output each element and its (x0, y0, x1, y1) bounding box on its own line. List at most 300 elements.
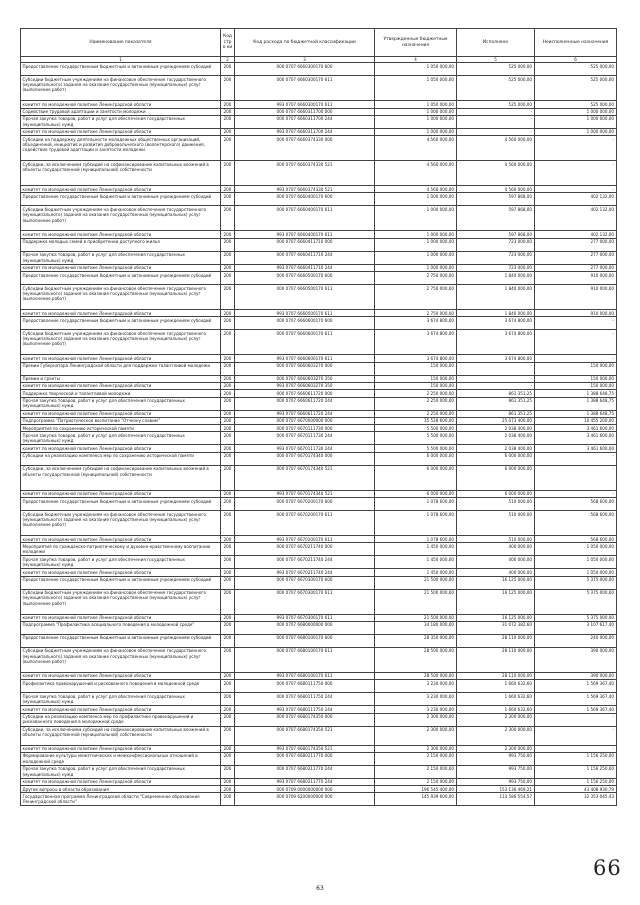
document-page (20, 28, 616, 806)
cell-unexecuted: - (535, 355, 617, 362)
cell-indicator-name: комитет по молодежной политике Ленинградской области (21, 569, 221, 576)
cell-executed: 28 110 000,00 (457, 672, 535, 679)
cell-indicator-name: Подпрограмма "Профилактика асоциального поведения в молодежной среде" (21, 621, 221, 634)
cell-indicator-name: комитет по молодежной политике Ленинградской области (21, 101, 221, 108)
cell-unexecuted: 32 353 045,43 (535, 793, 617, 806)
table-row (21, 264, 617, 271)
cell-unexecuted: 277 000,00 (535, 251, 617, 264)
cell-budget-code: 993 0707 6670200170 611 (235, 536, 375, 543)
cell-approved: 1 000 000,00 (375, 264, 457, 271)
table-row (21, 362, 617, 375)
cell-unexecuted: 1 569 367,40 (535, 706, 617, 713)
cell-unexecuted: - (535, 161, 617, 186)
cell-unexecuted: 277 000,00 (535, 238, 617, 251)
cell-executed: 2 300 000,00 (457, 713, 535, 726)
cell-indicator-name: Поддержка молодых семей в приобретении доступного жилья (21, 238, 221, 251)
cell-budget-code: 000 0707 6660374330 000 (235, 136, 375, 161)
cell-unexecuted: 910 000,00 (535, 272, 617, 285)
cell-row-code: 200 (221, 536, 235, 543)
cell-unexecuted: - (535, 452, 617, 465)
cell-budget-code: 000 0707 6670111730 244 (235, 432, 375, 445)
cell-budget-code: 993 0707 6660311700 244 (235, 128, 375, 135)
cell-unexecuted: 150 000,00 (535, 362, 617, 375)
cell-indicator-name: Субсидии на поддержку деятельности молодежных общественных организаций, объединений, инициатив и развития добровольческого (волонтерского) движения, содействие трудовой адаптации и занятости молодежи (21, 136, 221, 161)
cell-executed: 993 750,00 (457, 752, 535, 765)
cell-row-code: 200 (221, 425, 235, 432)
cell-row-code: 200 (221, 231, 235, 238)
cell-unexecuted: - (535, 745, 617, 752)
cell-row-code: 200 (221, 576, 235, 589)
table-row (21, 576, 617, 589)
table-row (21, 634, 617, 647)
cell-executed: 2 038 400,00 (457, 425, 535, 432)
cell-approved: 21 500 000,00 (375, 614, 457, 621)
table-row (21, 272, 617, 285)
cell-approved: 1 050 000,00 (375, 76, 457, 101)
cell-executed: 1 660 632,60 (457, 680, 535, 693)
cell-approved: 1 000 000,00 (375, 193, 457, 206)
cell-executed: 31 072 382,60 (457, 621, 535, 634)
table-header-row (21, 29, 617, 57)
cell-executed: 400 000,00 (457, 543, 535, 556)
cell-indicator-name: Подпрограмма "Патриотическое воспитание "Отчизну славим" (21, 417, 221, 424)
cell-indicator-name: комитет по молодежной политике Ленинградской области (21, 382, 221, 389)
cell-budget-code: 993 0707 6660500170 611 (235, 310, 375, 317)
cell-budget-code: 000 0707 6670300170 611 (235, 589, 375, 614)
table-row (21, 452, 617, 465)
handwritten-page-number: 66 (593, 856, 622, 880)
cell-unexecuted: 1 156 250,00 (535, 778, 617, 785)
cell-row-code: 200 (221, 238, 235, 251)
cell-executed: 16 125 000,00 (457, 576, 535, 589)
cell-indicator-name: комитет по молодежной политике Ленинградской области (21, 445, 221, 452)
cell-budget-code: 993 0707 6680174350 521 (235, 745, 375, 752)
cell-budget-code: 000 0707 6660603270 000 (235, 362, 375, 375)
cell-budget-code: 993 0707 6660411710 244 (235, 264, 375, 271)
cell-row-code: 200 (221, 765, 235, 778)
cell-approved: 1 000 000,00 (375, 128, 457, 135)
cell-executed: 2 038 400,00 (457, 445, 535, 452)
cell-executed: 525 000,00 (457, 63, 535, 76)
cell-unexecuted: 1 569 367,40 (535, 680, 617, 693)
cell-row-code: 200 (221, 452, 235, 465)
cell-approved: 2 250 000,00 (375, 390, 457, 397)
table-row (21, 432, 617, 445)
cell-executed: 28 110 000,00 (457, 634, 535, 647)
cell-unexecuted: 43 408 930,79 (535, 786, 617, 793)
cell-indicator-name: комитет по молодежной политике Ленинградской области (21, 410, 221, 417)
cell-executed: 6 000 000,00 (457, 452, 535, 465)
cell-executed: - (457, 375, 535, 382)
cell-executed: 723 000,00 (457, 251, 535, 264)
table-row (21, 206, 617, 231)
cell-indicator-name: комитет по молодежной политике Ленинградской области (21, 778, 221, 785)
cell-indicator-name: Предоставление государственным бюджетным и автономным учреждениям субсидий (21, 193, 221, 206)
cell-indicator-name: Субсидии, за исключением субсидий на софинансирование капитальных вложений в объекты государственной (муниципальной) собственности (21, 465, 221, 490)
table-row (21, 101, 617, 108)
cell-indicator-name: Профилактика правонарушений и рискованного поведения в молодежной среде (21, 680, 221, 693)
table-row (21, 410, 617, 417)
cell-indicator-name: Предоставление государственным бюджетным и автономным учреждениям субсидий (21, 63, 221, 76)
cell-executed: 4 560 000,00 (457, 161, 535, 186)
table-row (21, 425, 617, 432)
cell-approved: 1 050 000,00 (375, 101, 457, 108)
cell-budget-code: 000 0707 6660611720 244 (235, 397, 375, 410)
cell-row-code: 200 (221, 417, 235, 424)
cell-budget-code: 000 0707 6670211740 244 (235, 556, 375, 569)
cell-unexecuted: 1 000 000,00 (535, 108, 617, 115)
cell-approved: 2 300 000,00 (375, 726, 457, 745)
cell-approved: 2 300 000,00 (375, 745, 457, 752)
cell-budget-code: 000 0707 6660411710 244 (235, 251, 375, 264)
cell-indicator-name: Предоставление государственным бюджетным и автономным учреждениям субсидий (21, 317, 221, 330)
cell-unexecuted: 150 000,00 (535, 382, 617, 389)
cell-budget-code: 000 0707 6670211740 000 (235, 543, 375, 556)
cell-indicator-name: комитет по молодежной политике Ленинградской области (21, 706, 221, 713)
cell-unexecuted: - (535, 490, 617, 497)
cell-executed: 1 660 632,60 (457, 693, 535, 706)
cell-row-code: 200 (221, 397, 235, 410)
table-row (21, 63, 617, 76)
cell-row-code: 200 (221, 272, 235, 285)
cell-budget-code: 000 0707 6660311700 244 (235, 115, 375, 128)
cell-budget-code: 993 0707 6660300170 611 (235, 101, 375, 108)
cell-unexecuted: - (535, 136, 617, 161)
cell-indicator-name: Мероприятия по сохранению исторической памяти (21, 425, 221, 432)
cell-budget-code: 993 0707 6670211740 244 (235, 569, 375, 576)
table-row (21, 128, 617, 135)
cell-budget-code: 000 0707 6670111730 000 (235, 425, 375, 432)
cell-approved: 3 230 000,00 (375, 680, 457, 693)
table-row (21, 647, 617, 672)
cell-executed: 1 660 632,60 (457, 706, 535, 713)
cell-unexecuted: 3 107 617,40 (535, 621, 617, 634)
cell-budget-code: 000 0707 6670200170 611 (235, 511, 375, 536)
cell-indicator-name: комитет по молодежной политике Ленинградской области (21, 536, 221, 543)
cell-budget-code: 000 0707 6660500170 600 (235, 272, 375, 285)
cell-row-code: 200 (221, 706, 235, 713)
cell-executed: 153 136 469,21 (457, 786, 535, 793)
cell-approved: 3 230 000,00 (375, 706, 457, 713)
cell-row-code: 200 (221, 634, 235, 647)
header-budget-code: Код расхода по бюджетной классификации (235, 29, 375, 57)
cell-executed: 510 000,00 (457, 536, 535, 543)
table-row (21, 745, 617, 752)
cell-row-code: 200 (221, 543, 235, 556)
cell-approved: 2 250 000,00 (375, 410, 457, 417)
cell-indicator-name: Субсидии бюджетным учреждениям на финансовое обеспечение государственного (муниципального) задания на оказание государственных (муниципальных) услуг (выполнение работ) (21, 511, 221, 536)
cell-executed: 525 000,00 (457, 76, 535, 101)
cell-indicator-name: комитет по молодежной политике Ленинградской области (21, 672, 221, 679)
table-row (21, 115, 617, 128)
cell-budget-code: 000 0707 6660600170 611 (235, 330, 375, 355)
cell-executed: 993 750,00 (457, 778, 535, 785)
cell-executed: 861 351,25 (457, 397, 535, 410)
column-number: 2 (221, 57, 235, 63)
cell-budget-code: 000 0707 6660300170 611 (235, 76, 375, 101)
cell-indicator-name: комитет по молодежной политике Ленинградской области (21, 264, 221, 271)
cell-row-code: 200 (221, 186, 235, 193)
cell-row-code: 200 (221, 693, 235, 706)
cell-approved: 28 500 000,00 (375, 672, 457, 679)
cell-row-code: 200 (221, 445, 235, 452)
cell-approved: 2 300 000,00 (375, 713, 457, 726)
cell-executed: 723 000,00 (457, 264, 535, 271)
table-row (21, 672, 617, 679)
cell-unexecuted: 1 156 250,00 (535, 752, 617, 765)
cell-indicator-name: Формирование культуры межэтнических и межконфессиональных отношений в молодежной среде (21, 752, 221, 765)
cell-unexecuted: 1 569 367,40 (535, 693, 617, 706)
cell-executed: - (457, 362, 535, 375)
cell-unexecuted: 5 375 000,00 (535, 614, 617, 621)
column-number: 4 (375, 57, 457, 63)
page-number: 63 (316, 885, 324, 892)
cell-budget-code: 000 0707 6670000000 000 (235, 417, 375, 424)
table-row (21, 511, 617, 536)
cell-unexecuted: 525 000,00 (535, 101, 617, 108)
cell-unexecuted: 5 375 000,00 (535, 589, 617, 614)
cell-approved: 3 674 800,00 (375, 330, 457, 355)
cell-indicator-name: комитет по молодежной политике Ленинградской области (21, 128, 221, 135)
cell-executed: 510 000,00 (457, 498, 535, 511)
cell-approved: 6 000 000,00 (375, 465, 457, 490)
cell-indicator-name: Прочая закупка товаров, работ и услуг для обеспечения государственных (муниципальных) нужд (21, 432, 221, 445)
cell-row-code: 200 (221, 310, 235, 317)
cell-row-code: 200 (221, 330, 235, 355)
cell-budget-code: 000 0707 6680000000 000 (235, 621, 375, 634)
cell-unexecuted: 3 461 600,00 (535, 432, 617, 445)
table-row (21, 417, 617, 424)
cell-row-code: 200 (221, 647, 235, 672)
cell-executed: - (457, 382, 535, 389)
table-row (21, 397, 617, 410)
table-row (21, 76, 617, 101)
cell-unexecuted: 1 388 648,75 (535, 390, 617, 397)
cell-unexecuted: 1 050 000,00 (535, 556, 617, 569)
cell-executed: - (457, 128, 535, 135)
cell-approved: 35 528 600,00 (375, 417, 457, 424)
cell-executed: 1 840 000,00 (457, 285, 535, 310)
cell-indicator-name: Субсидии на реализацию комплекса мер по сохранению исторической памяти (21, 452, 221, 465)
table-row (21, 569, 617, 576)
table-row (21, 465, 617, 490)
table-row (21, 765, 617, 778)
table-row (21, 186, 617, 193)
cell-row-code: 200 (221, 778, 235, 785)
cell-row-code: 200 (221, 76, 235, 101)
cell-row-code: 200 (221, 621, 235, 634)
cell-indicator-name: комитет по молодежной политике Ленинградской области (21, 310, 221, 317)
table-row (21, 706, 617, 713)
cell-budget-code: 000 0707 6660300170 600 (235, 63, 375, 76)
table-row (21, 693, 617, 706)
table-row (21, 614, 617, 621)
cell-approved: 5 500 000,00 (375, 425, 457, 432)
cell-unexecuted: 1 388 648,75 (535, 410, 617, 417)
cell-indicator-name: Предоставление государственным бюджетным и автономным учреждениям субсидий (21, 272, 221, 285)
cell-row-code: 200 (221, 490, 235, 497)
cell-budget-code: 000 0707 6660600170 600 (235, 317, 375, 330)
cell-row-code: 200 (221, 745, 235, 752)
cell-executed: 3 674 800,00 (457, 330, 535, 355)
table-row (21, 310, 617, 317)
cell-executed: 723 000,00 (457, 238, 535, 251)
cell-budget-code: 000 0707 6670300170 600 (235, 576, 375, 589)
table-row (21, 752, 617, 765)
cell-executed: 2 038 400,00 (457, 432, 535, 445)
cell-budget-code: 993 0707 6660400170 611 (235, 231, 375, 238)
table-row (21, 136, 617, 161)
cell-row-code: 200 (221, 390, 235, 397)
cell-executed: 597 868,00 (457, 193, 535, 206)
cell-unexecuted: 1 000 000,00 (535, 115, 617, 128)
cell-budget-code: 000 0707 6680174350 521 (235, 726, 375, 745)
cell-row-code: 200 (221, 680, 235, 693)
cell-row-code: 200 (221, 793, 235, 806)
cell-executed: 3 674 800,00 (457, 317, 535, 330)
table-row (21, 161, 617, 186)
table-row (21, 108, 617, 115)
cell-executed: 25 073 400,00 (457, 417, 535, 424)
cell-indicator-name: комитет по молодежной политике Ленинградской области (21, 614, 221, 621)
cell-unexecuted: 910 000,00 (535, 285, 617, 310)
cell-unexecuted: 1 388 648,75 (535, 397, 617, 410)
cell-executed: - (457, 115, 535, 128)
cell-row-code: 200 (221, 465, 235, 490)
cell-approved: 21 500 000,00 (375, 576, 457, 589)
cell-budget-code: 000 0707 6670174340 521 (235, 465, 375, 490)
cell-indicator-name: Субсидии бюджетным учреждениям на финансовое обеспечение государственного (муниципального) задания на оказание государственных (муниципальных) услуг (выполнение работ) (21, 589, 221, 614)
table-row (21, 382, 617, 389)
cell-row-code: 200 (221, 556, 235, 569)
cell-executed: 3 674 800,00 (457, 355, 535, 362)
cell-indicator-name: комитет по молодежной политике Ленинградской области (21, 490, 221, 497)
cell-unexecuted: - (535, 713, 617, 726)
cell-indicator-name: Предоставление государственным бюджетным и автономным учреждениям субсидий (21, 576, 221, 589)
cell-row-code: 200 (221, 726, 235, 745)
cell-budget-code: 993 0707 6670111730 244 (235, 445, 375, 452)
cell-budget-code: 000 0707 6660374330 521 (235, 161, 375, 186)
cell-unexecuted: 402 132,00 (535, 193, 617, 206)
cell-approved: 6 000 000,00 (375, 490, 457, 497)
cell-row-code: 200 (221, 115, 235, 128)
cell-executed: 510 000,00 (457, 511, 535, 536)
cell-approved: 4 560 000,00 (375, 136, 457, 161)
cell-row-code: 200 (221, 511, 235, 536)
cell-approved: 150 000,00 (375, 375, 457, 382)
cell-indicator-name: Прочая закупка товаров, работ и услуг для обеспечения государственных (муниципальных) нужд (21, 693, 221, 706)
cell-row-code: 200 (221, 108, 235, 115)
cell-indicator-name: Субсидии бюджетным учреждениям на финансовое обеспечение государственного (муниципального) задания на оказание государственных (муниципальных) услуг (выполнение работ) (21, 285, 221, 310)
table-row (21, 589, 617, 614)
cell-budget-code: 000 0707 6680111750 000 (235, 680, 375, 693)
cell-row-code: 200 (221, 161, 235, 186)
cell-approved: 28 350 000,00 (375, 634, 457, 647)
cell-unexecuted: 390 000,00 (535, 672, 617, 679)
cell-approved: 2 750 000,00 (375, 272, 457, 285)
cell-row-code: 200 (221, 375, 235, 382)
cell-approved: 2 150 000,00 (375, 765, 457, 778)
cell-approved: 145 939 600,00 (375, 793, 457, 806)
cell-unexecuted: 3 461 600,00 (535, 445, 617, 452)
cell-approved: 150 000,00 (375, 362, 457, 375)
cell-unexecuted: - (535, 186, 617, 193)
cell-budget-code: 000 0707 6660400170 600 (235, 193, 375, 206)
cell-budget-code: 993 0707 6660374330 521 (235, 186, 375, 193)
table-row (21, 778, 617, 785)
cell-row-code: 200 (221, 285, 235, 310)
table-row (21, 238, 617, 251)
table-row (21, 193, 617, 206)
cell-budget-code: 000 0707 6680211770 244 (235, 765, 375, 778)
cell-indicator-name: комитет по молодежной политике Ленинградской области (21, 745, 221, 752)
cell-indicator-name: Прочая закупка товаров, работ и услуг для обеспечения государственных (муниципальных) нужд (21, 765, 221, 778)
cell-approved: 3 674 800,00 (375, 355, 457, 362)
cell-unexecuted: 525 000,00 (535, 76, 617, 101)
cell-approved: 1 000 000,00 (375, 108, 457, 115)
table-row (21, 786, 617, 793)
table-row (21, 490, 617, 497)
cell-approved: 1 050 000,00 (375, 63, 457, 76)
cell-budget-code: 000 0707 6680100170 600 (235, 634, 375, 647)
table-row (21, 375, 617, 382)
cell-indicator-name: Субсидии бюджетным учреждениям на финансовое обеспечение государственного (муниципального) задания на оказание государственных (муниципальных) услуг (выполнение работ) (21, 647, 221, 672)
cell-budget-code: 000 0707 6660311700 000 (235, 108, 375, 115)
cell-unexecuted: 5 375 000,00 (535, 576, 617, 589)
cell-unexecuted: 10 455 200,00 (535, 417, 617, 424)
cell-unexecuted: - (535, 317, 617, 330)
cell-budget-code: 993 0707 6660600170 611 (235, 355, 375, 362)
cell-unexecuted: 525 000,00 (535, 63, 617, 76)
cell-approved: 2 150 000,00 (375, 778, 457, 785)
table-row (21, 713, 617, 726)
cell-indicator-name: комитет по молодежной политике Ленинградской области (21, 186, 221, 193)
cell-row-code: 200 (221, 264, 235, 271)
cell-executed: 4 560 000,00 (457, 136, 535, 161)
cell-executed: 525 000,00 (457, 101, 535, 108)
cell-budget-code: 000 0707 6660500170 611 (235, 285, 375, 310)
cell-approved: 1 078 600,00 (375, 536, 457, 543)
cell-budget-code: 000 0707 6680100170 611 (235, 647, 375, 672)
cell-approved: 2 750 000,00 (375, 310, 457, 317)
cell-executed: 597 868,00 (457, 231, 535, 238)
table-row (21, 231, 617, 238)
cell-unexecuted: - (535, 465, 617, 490)
cell-budget-code: 000 0709 6200000000 000 (235, 793, 375, 806)
cell-budget-code: 000 0707 6660400170 611 (235, 206, 375, 231)
table-row (21, 498, 617, 511)
cell-row-code: 200 (221, 432, 235, 445)
table-row (21, 330, 617, 355)
cell-approved: 1 000 000,00 (375, 115, 457, 128)
cell-indicator-name: Мероприятия по гражданско-патриотическому и духовно-нравственному воспитанию молодежи (21, 543, 221, 556)
cell-unexecuted: 150 000,00 (535, 375, 617, 382)
cell-indicator-name: Субсидии на реализацию комплекса мер по профилактике правонарушений и рискованного поведения в молодежной среде (21, 713, 221, 726)
table-row (21, 317, 617, 330)
cell-row-code: 200 (221, 355, 235, 362)
cell-executed: 6 000 000,00 (457, 490, 535, 497)
cell-approved: 2 150 000,00 (375, 752, 457, 765)
cell-approved: 2 250 000,00 (375, 397, 457, 410)
cell-approved: 1 000 000,00 (375, 206, 457, 231)
cell-approved: 21 500 000,00 (375, 589, 457, 614)
cell-approved: 4 560 000,00 (375, 186, 457, 193)
cell-unexecuted: 1 050 000,00 (535, 543, 617, 556)
cell-unexecuted: 1 156 250,00 (535, 765, 617, 778)
cell-indicator-name: комитет по молодежной политике Ленинградской области (21, 231, 221, 238)
table-row (21, 680, 617, 693)
cell-executed: 400 000,00 (457, 556, 535, 569)
